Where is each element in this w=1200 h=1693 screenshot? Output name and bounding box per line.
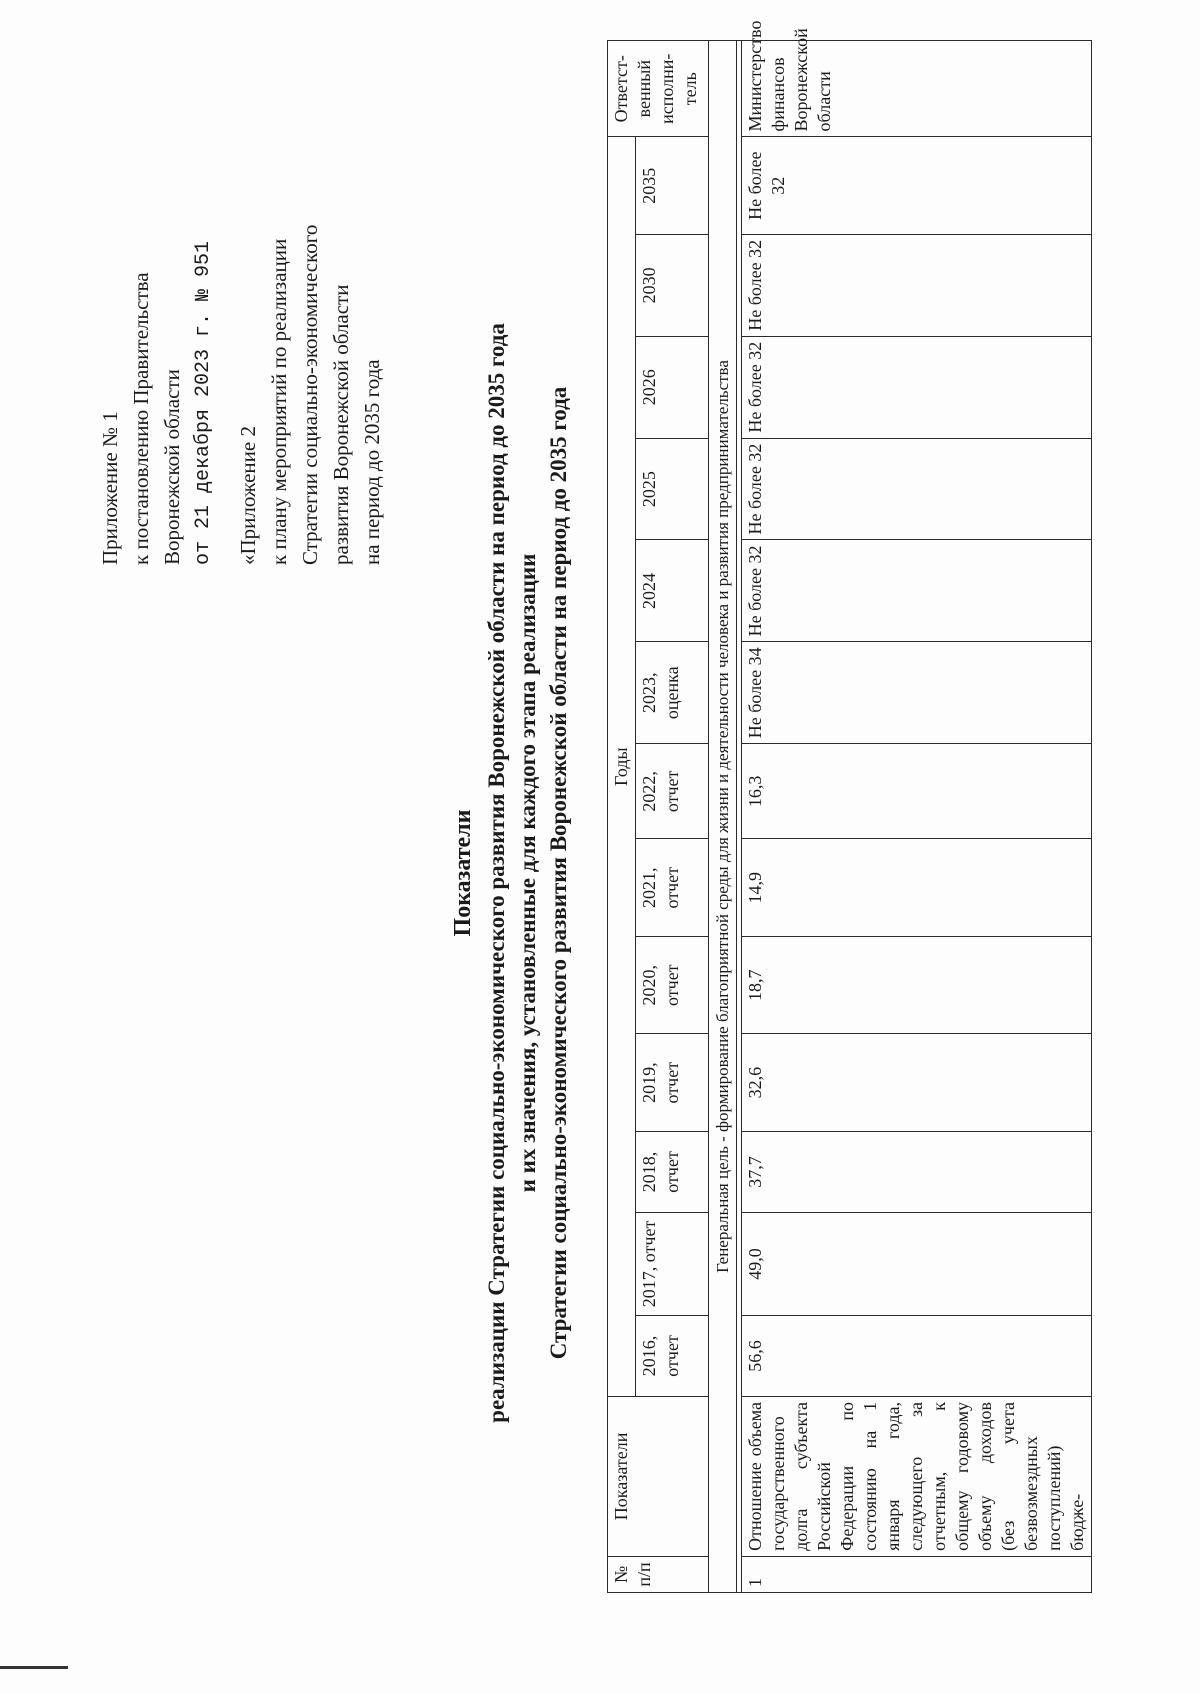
annex-line-1: «Приложение 2 [236,426,260,565]
appendix-line-3: Воронежской области [160,369,184,565]
appendix-line-4: от 21 декабря 2023 г. № 951 [192,240,215,565]
value-cell: Не более 32 [742,234,1092,336]
value-cell: Не более 32 [742,438,1092,540]
year-cell: 2030 [636,234,709,336]
value-cell: 49,0 [742,1212,1092,1315]
document-title [448,163,574,1583]
value-cell: 16,3 [742,744,1092,839]
scan-edge-mark [0,1666,68,1669]
annex-line-4: развития Воронежской области [329,284,353,565]
value-cell: 32,6 [742,1034,1092,1131]
general-goal-row [709,41,737,1593]
value-cell: Не более 34 [742,642,1092,744]
value-cell: Не более 32 [742,137,1092,234]
value-cell: 56,6 [742,1315,1092,1396]
year-cell: 2026 [636,336,709,438]
general-goal-text: Генеральная цель - формирование благоприятной среды для жизни и деятельности человека и развития предпринимательства [709,41,737,1593]
annex-line-2: к плану мероприятий по реализации [267,238,291,565]
table-header-row [608,41,636,1593]
year-cell: 2022, отчет [636,744,709,839]
year-cell: 2023, оценка [636,642,709,744]
value-cell: Не более 32 [742,336,1092,438]
value-cell: 14,9 [742,839,1092,936]
table-year-row [636,41,709,1593]
year-cell: 2025 [636,438,709,540]
header-indicator: Показатели [608,1396,709,1556]
year-cell: 2016, отчет [636,1315,709,1396]
value-cell: 18,7 [742,936,1092,1033]
appendix-line-1: Приложение № 1 [98,411,122,565]
appendix-header [95,225,388,565]
row-num: 1 [742,1556,1092,1592]
year-cell: 2020, отчет [636,936,709,1033]
header-years: Годы [608,137,636,1397]
title-line-2: реализации Стратегии социально-экономического развития Воронежской области на период до 2035 года [484,323,509,1423]
value-cell: 37,7 [742,1131,1092,1212]
annex-line-5: на период до 2035 года [360,359,384,565]
title-line-3: и их значения, установленные для каждого этапа реализации [515,553,540,1193]
table-row [742,41,1092,1593]
header-num: № п/п [608,1556,709,1592]
year-cell: 2017, отчет [636,1212,709,1315]
row-indicator: Отношение объема государственного долга субъекта Российской Федерации по состоянию на 1 января года, следующего за отчетным, к общему годовому объему доходов (без учета безвозмездных поступлений) бюдже- [742,1396,1092,1556]
year-cell: 2019, отчет [636,1034,709,1131]
indicators-table [607,20,1092,1593]
annex-line-3: Стратегии социально-экономического [298,224,322,565]
title-line-4: Стратегии социально-экономического развития Воронежской области на период до 2035 года [546,386,571,1360]
value-cell: Не более 32 [742,540,1092,642]
appendix-line-2: к постановлению Правительства [129,272,153,565]
header-responsible: Ответст- венный исполни- тель [608,41,709,137]
year-cell: 2021, отчет [636,839,709,936]
year-cell: 2024 [636,540,709,642]
title-main: Показатели [450,809,476,937]
row-responsible: Министерство финансов Воронежской области [742,41,1092,137]
year-cell: 2035 [636,137,709,234]
year-cell: 2018, отчет [636,1131,709,1212]
